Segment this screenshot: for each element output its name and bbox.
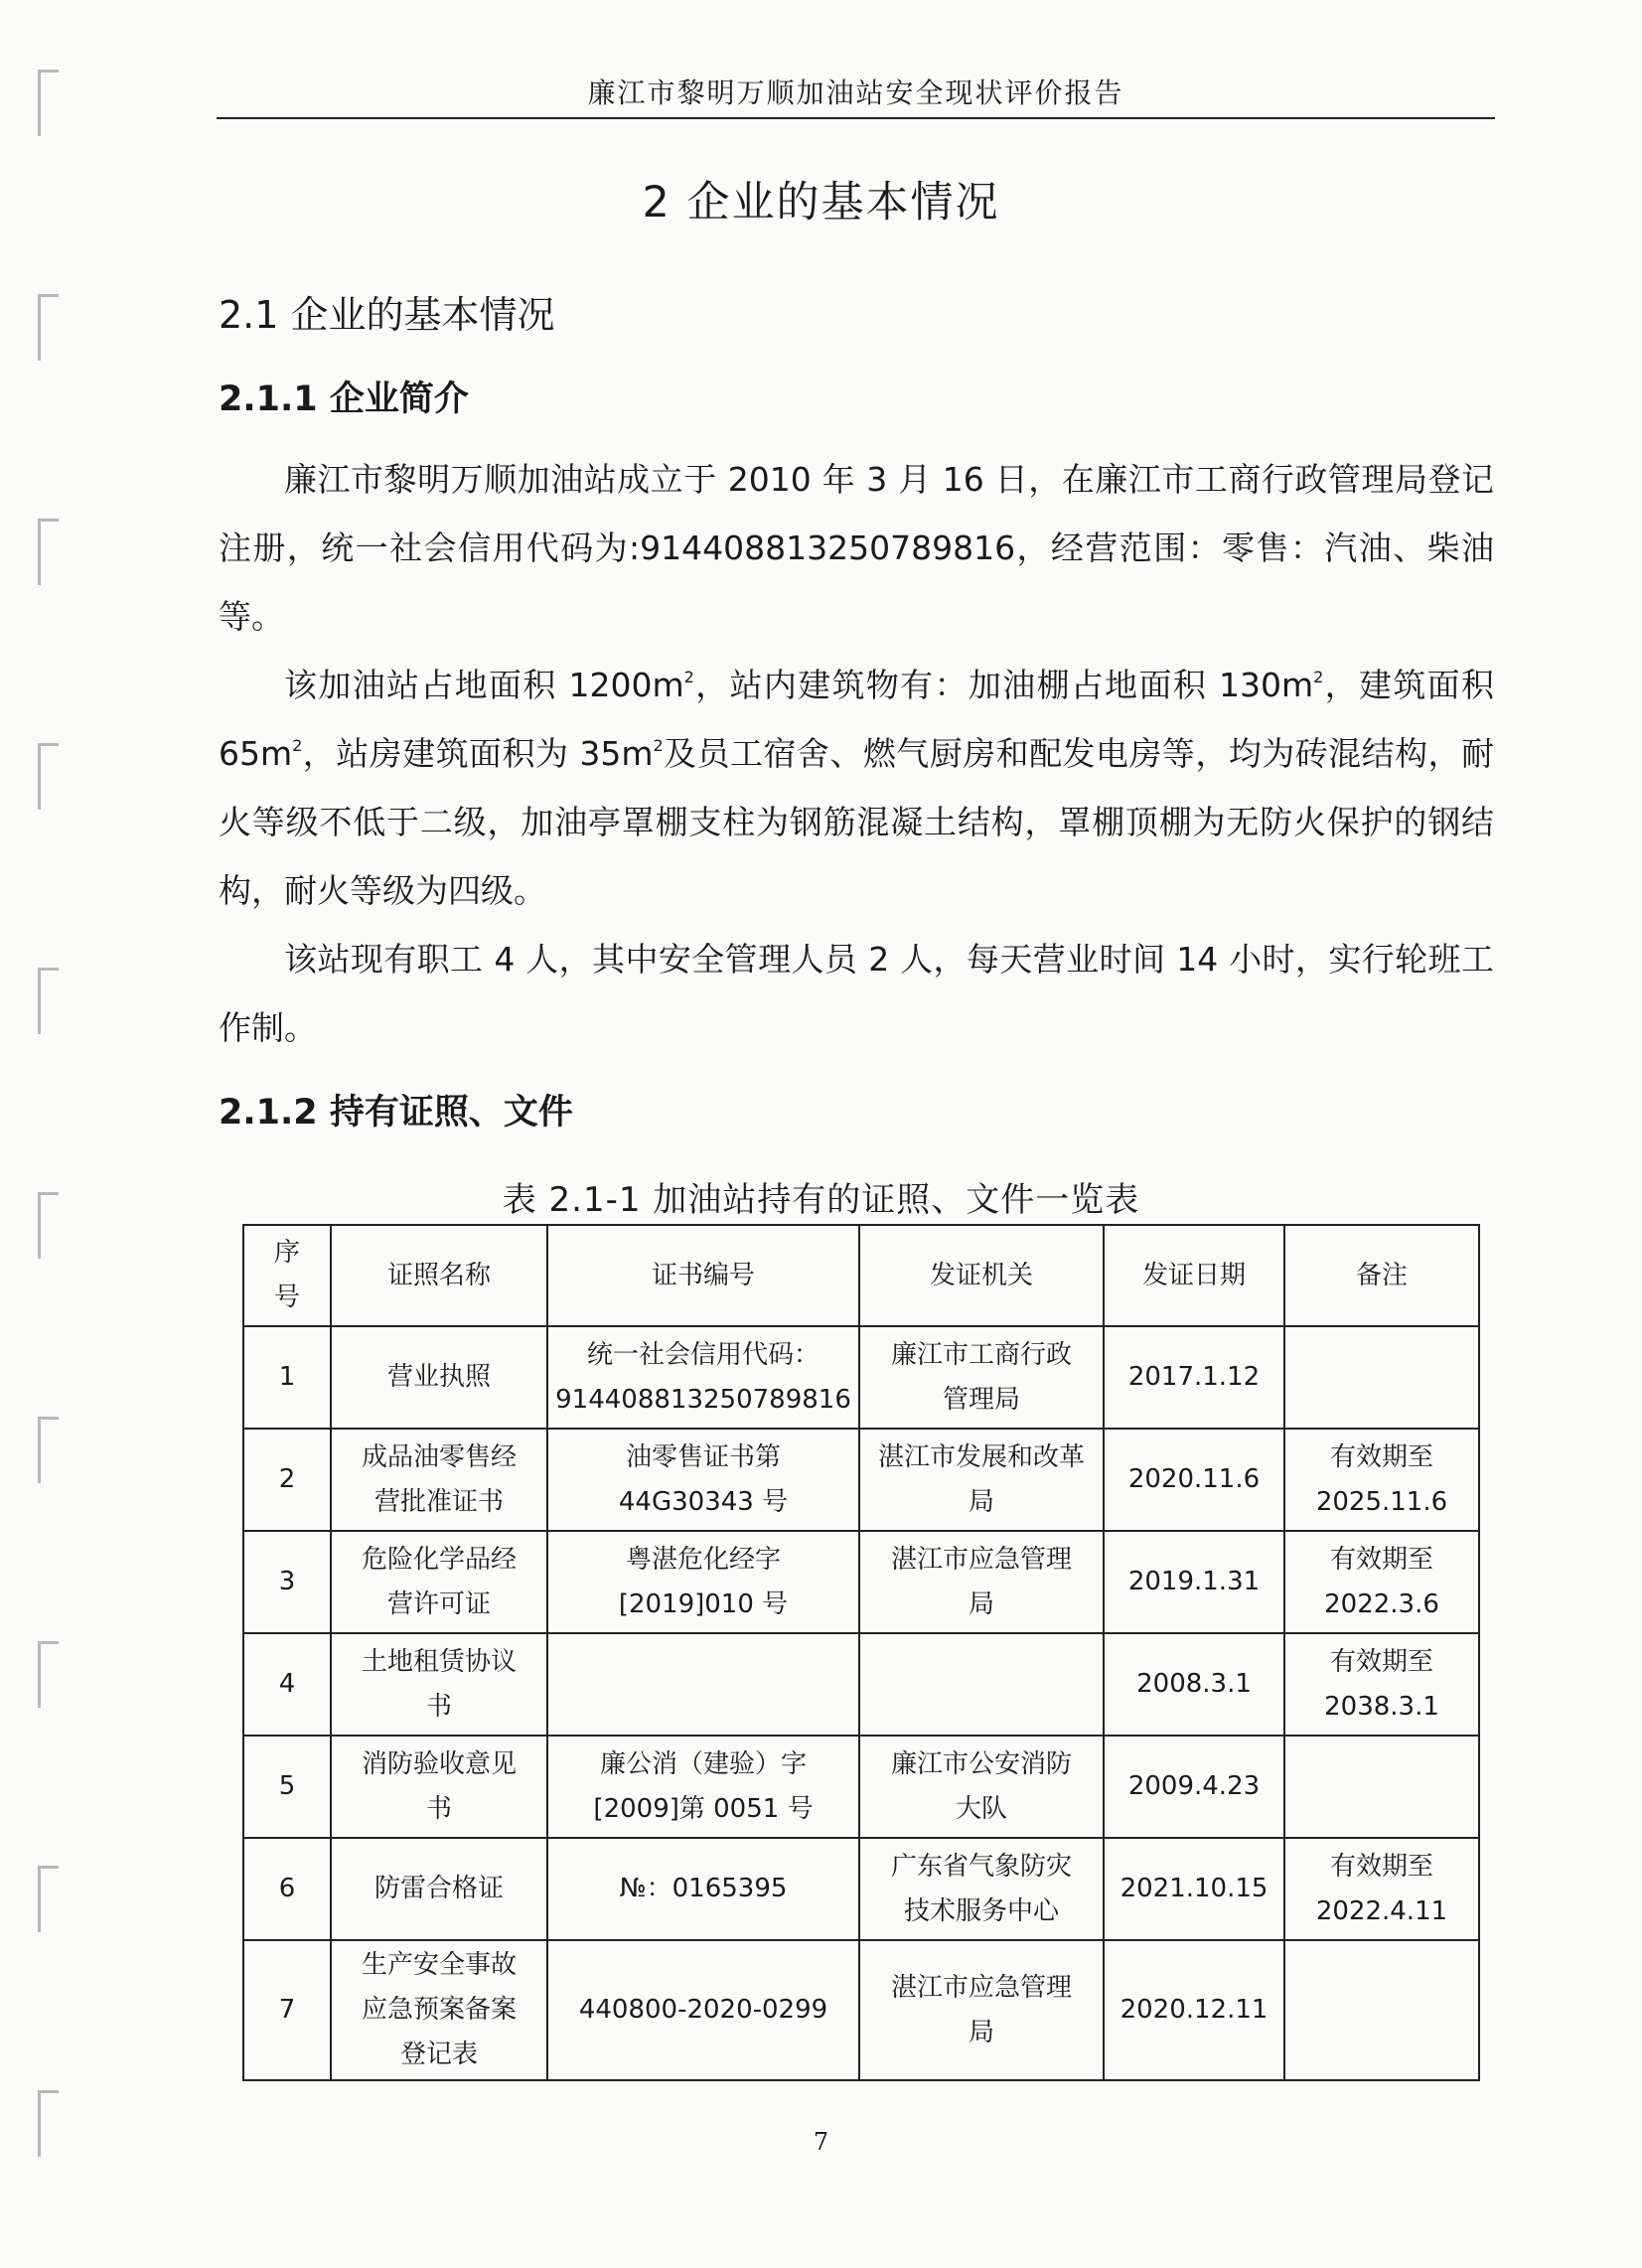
cell-remark: 有效期至 2038.3.1 [1284, 1633, 1479, 1736]
section-title: 2.1 企业的基本情况 [219, 293, 555, 337]
table-row [243, 1736, 1479, 1838]
header-cell-date: 发证日期 [1104, 1225, 1284, 1326]
binder-mark [38, 70, 59, 136]
table-row [243, 1429, 1479, 1531]
binder-mark [38, 1417, 59, 1483]
cell-number: 粤湛危化经字 [2019]010 号 [547, 1531, 859, 1633]
cell-date: 2017.1.12 [1104, 1326, 1284, 1429]
table-header-row [243, 1225, 1479, 1326]
cell-date: 2020.11.6 [1104, 1429, 1284, 1531]
binder-mark [38, 1641, 59, 1708]
cell-remark [1284, 1940, 1479, 2080]
cell-name: 消防验收意见 书 [331, 1736, 547, 1838]
cell-index: 2 [243, 1429, 331, 1531]
cell-name: 成品油零售经 营批准证书 [331, 1429, 547, 1531]
paragraph-staffing: 该站现有职工 4 人，其中安全管理人员 2 人，每天营业时间 14 小时，实行轮班工作制。 [219, 940, 1494, 1047]
cell-remark [1284, 1326, 1479, 1429]
cell-issuer: 广东省气象防灾 技术服务中心 [859, 1838, 1104, 1940]
cell-date: 2008.3.1 [1104, 1633, 1284, 1736]
cell-remark [1284, 1736, 1479, 1838]
cell-issuer: 廉江市工商行政 管理局 [859, 1326, 1104, 1429]
cell-number: 统一社会信用代码： 914408813250789816 [547, 1326, 859, 1429]
cell-remark: 有效期至 2025.11.6 [1284, 1429, 1479, 1531]
binder-mark [38, 294, 59, 361]
cell-issuer: 湛江市应急管理 局 [859, 1531, 1104, 1633]
table-row [243, 1940, 1479, 2080]
cell-number: 廉公消（建验）字 [2009]第 0051 号 [547, 1736, 859, 1838]
cell-number: №：0165395 [547, 1838, 859, 1940]
running-header: 廉江市黎明万顺加油站安全现状评价报告 [587, 76, 1124, 109]
header-cell-index: 序 号 [243, 1225, 331, 1326]
header-cell-name: 证照名称 [331, 1225, 547, 1326]
header-cell-issuer: 发证机关 [859, 1225, 1104, 1326]
binder-mark [38, 968, 59, 1034]
cell-number [547, 1633, 859, 1736]
cell-name: 防雷合格证 [331, 1838, 547, 1940]
cell-index: 4 [243, 1633, 331, 1736]
cell-date: 2020.12.11 [1104, 1940, 1284, 2080]
cell-name: 土地租赁协议 书 [331, 1633, 547, 1736]
cell-issuer [859, 1633, 1104, 1736]
chapter-title: 2 企业的基本情况 [642, 178, 1000, 227]
cell-remark: 有效期至 2022.4.11 [1284, 1838, 1479, 1940]
cell-issuer: 廉江市公安消防 大队 [859, 1736, 1104, 1838]
cell-date: 2009.4.23 [1104, 1736, 1284, 1838]
subsection-title-company-profile: 2.1.1 企业简介 [219, 379, 469, 419]
cell-name: 生产安全事故 应急预案备案 登记表 [331, 1940, 547, 2080]
binder-mark [38, 1866, 59, 1932]
cell-index: 7 [243, 1940, 331, 2080]
cell-number: 440800-2020-0299 [547, 1940, 859, 2080]
cell-index: 1 [243, 1326, 331, 1429]
cell-remark: 有效期至 2022.3.6 [1284, 1531, 1479, 1633]
binder-mark [38, 519, 59, 585]
cell-issuer: 湛江市应急管理 局 [859, 1940, 1104, 2080]
cell-date: 2021.10.15 [1104, 1838, 1284, 1940]
cell-number: 油零售证书第 44G30343 号 [547, 1429, 859, 1531]
cell-name: 危险化学品经 营许可证 [331, 1531, 547, 1633]
header-cell-remark: 备注 [1284, 1225, 1479, 1326]
binder-mark [38, 743, 59, 810]
header-rule [217, 117, 1495, 119]
table-row [243, 1838, 1479, 1940]
paragraph-company-registration: 廉江市黎明万顺加油站成立于 2010 年 3 月 16 日，在廉江市工商行政管理局登记注册，统一社会信用代码为:91440881325078981​6，经营范围：零售：汽油、柴油等。 [219, 460, 1494, 636]
cell-index: 6 [243, 1838, 331, 1940]
table-row [243, 1531, 1479, 1633]
cell-name: 营业执照 [331, 1326, 547, 1429]
table-caption: 表 2.1-1 加油站持有的证照、文件一览表 [502, 1180, 1140, 1220]
table-row [243, 1633, 1479, 1736]
table-row [243, 1326, 1479, 1429]
cell-date: 2019.1.31 [1104, 1531, 1284, 1633]
page-number: 7 [813, 2128, 829, 2156]
certificates-table [242, 1224, 1480, 2081]
cell-index: 3 [243, 1531, 331, 1633]
cell-issuer: 湛江市发展和改革 局 [859, 1429, 1104, 1531]
header-cell-number: 证书编号 [547, 1225, 859, 1326]
paragraph-site-buildings: 该加油站占地面积 $1200m^2$，站内建筑物有：加油棚占地面积 $130m^2$，建筑面积 $65m^2$，站房建筑面积为 $35m^2$及员工宿舍、燃气厨房和配发电房等，均为砖混结构，耐火等级不低于二级，加油亭罩棚支柱为钢筋混凝土结构，罩棚顶棚为无防火保护的钢结构，耐火等级为四级。 [219, 666, 1495, 910]
subsection-title-certificates: 2.1.2 持有证照、文件 [219, 1093, 573, 1133]
cell-index: 5 [243, 1736, 331, 1838]
